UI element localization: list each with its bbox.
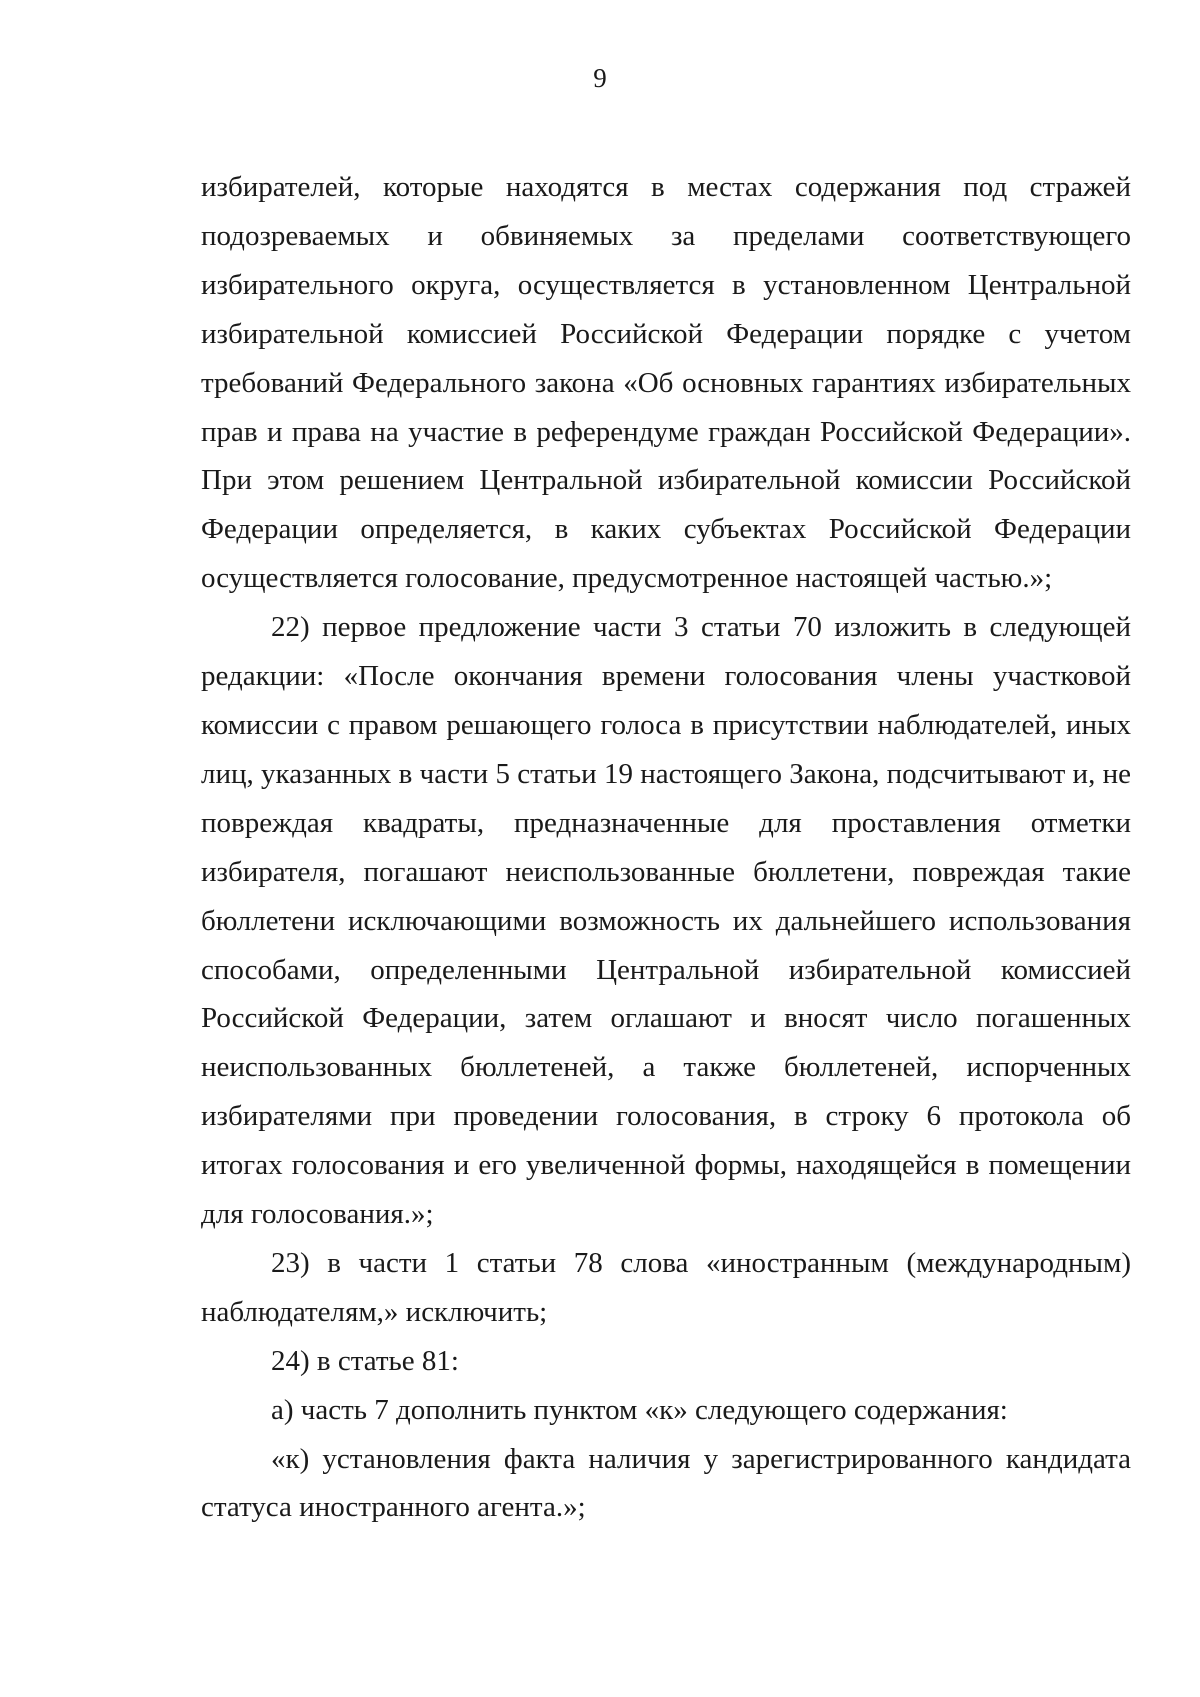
paragraph-item-23: 23) в части 1 статьи 78 слова «иностранным (международным) наблюдателям,» исключить;	[201, 1246, 1131, 1328]
document-body	[201, 163, 1131, 1532]
paragraph-quote-k: «к) установления факта наличия у зарегистрированного кандидата статуса иностранного агента.»;	[201, 1442, 1131, 1524]
paragraph-item-24: 24) в статье 81:	[271, 1344, 459, 1377]
paragraph-item-22: 22) первое предложение части 3 статьи 70 изложить в следующей редакции: «После окончания времени голосования члены участковой комиссии с правом решающего голоса в присутствии наблюдателей, иных лиц, указанных в части 5 статьи 19 настоящего Закона, подсчитывают и, не повреждая квадраты, предназначенные для проставления отметки избирателя, погашают неиспользованные бюллетени, повреждая такие бюллетени исключающими возможность их дальнейшего использования способами, определенными Центральной избирательной комиссией Российской Федерации, затем оглашают и вносят число погашенных неиспользованных бюллетеней, а также бюллетеней, испорченных избирателями при проведении голосования, в строку 6 протокола об итогах голосования и его увеличенной формы, находящейся в помещении для голосования.»;	[201, 611, 1131, 1231]
paragraph-subitem-a: а) часть 7 дополнить пунктом «к» следующего содержания:	[271, 1393, 1008, 1426]
paragraph-continuation: избирателей, которые находятся в местах содержания под стражей подозреваемых и обвиняемых за пределами соответствующего избирательного округа, осуществляется в установленном Центральной избирательной комиссией Российской Федерации порядке с учетом требований Федерального закона «Об основных гарантиях избирательных прав и права на участие в референдуме граждан Российской Федерации». При этом решением Центральной избирательной комиссии Российской Федерации определяется, в каких субъектах Российской Федерации осуществляется голосование, предусмотренное настоящей частью.»;	[201, 171, 1131, 595]
page-number: 9	[593, 63, 607, 93]
